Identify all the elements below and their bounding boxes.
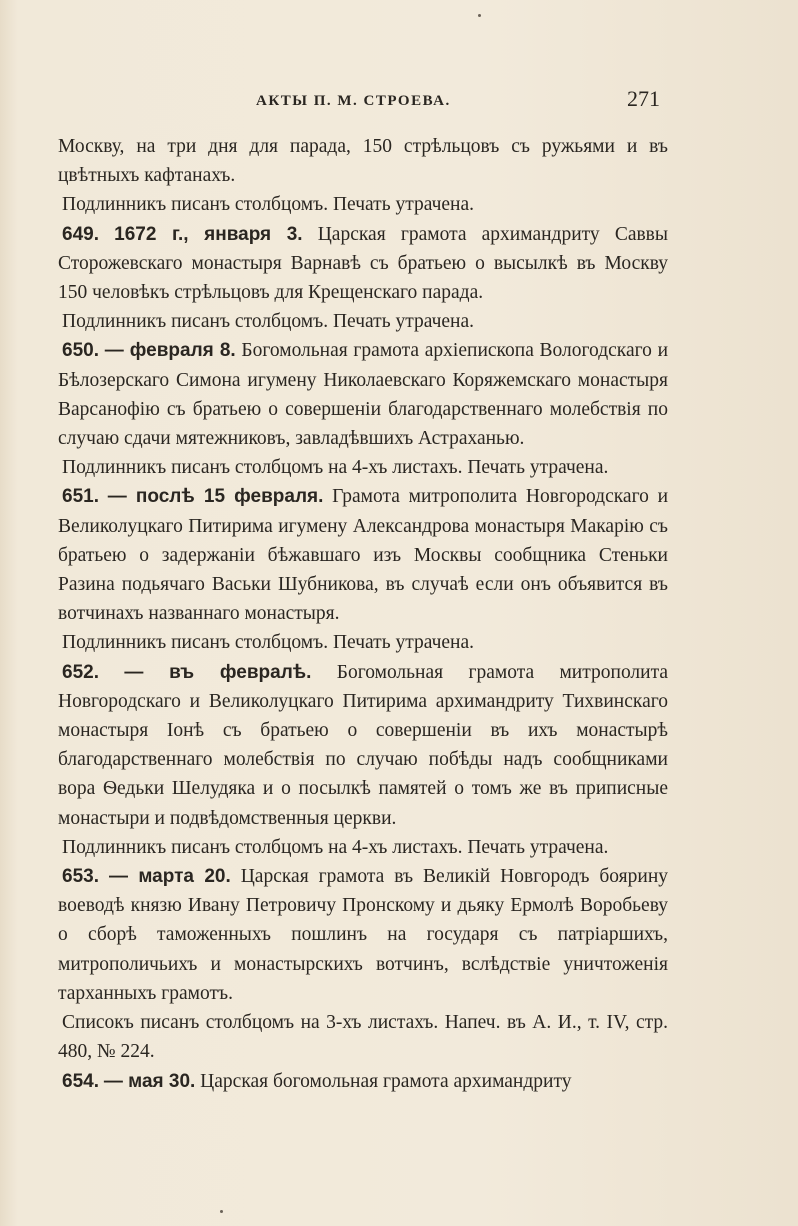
entry-number: 653. [62, 866, 99, 888]
entry-text: Грамота митрополита Новгородскаго и Великолуцкаго Питирима игумену Александрова монастыря Макарію съ братьею о задержаніи бѣжавшаго изъ Москвы сообщника Стеньки Разина подьячаго Васьки Шубникова, въ случаѣ если онъ объявится въ вотчинахъ названнаго монастыря. [58, 486, 669, 625]
entry-text: Богомольная грамота митрополита Новгородскаго и Великолуцкаго Питирима архимандриту Тихвинскаго монастыря Іонѣ съ братьею о совершеніи въ ихъ монастырѣ благодарственнаго молебствія по случаю побѣды надъ сообщниками вора Ѳедьки Шелудяка и о посылкѣ памятей о томъ же въ приписные монастыри и подвѣдомственныя церкви. [58, 661, 669, 829]
source-note [58, 833, 668, 862]
entry-date: — февраля 8. [104, 340, 236, 362]
entry-date: — въ февралѣ. [124, 661, 312, 683]
note-text: Подлинникъ писанъ столбцомъ на 4-хъ листахъ. Печать утрачена. [62, 457, 609, 479]
entry-text: Царская грамота въ Великій Новгородъ боярину воеводѣ князю Ивану Петровичу Пронскому и дьяку Ермолѣ Воробьеву о сборѣ таможенныхъ пошлинъ на государя съ патріаршихъ, митрополичьихъ и монастырскихъ вотчинъ, вслѣдствіе уничтоженія тарханныхъ грамотъ. [58, 866, 669, 1004]
paragraph-text: Москву, на три дня для парада, 150 стрѣльцовъ съ ружьями и въ цвѣтныхъ кафтанахъ. [58, 136, 668, 187]
entry-number: 650. [62, 340, 99, 362]
entry-text: Богомольная грамота архіепископа Вологодскаго и Бѣлозерскаго Симона игумену Николаевскаго Коряжемскаго монастыря Варсанофію съ братьею о совершеніи благодарственнаго молебствія по случаю сдачи мятежниковъ, завладѣвшихъ Астраханью. [58, 340, 669, 450]
note-text: Списокъ писанъ столбцомъ на 3-хъ листахъ. Напеч. въ А. И., т. IV, стр. 480, № 224. [58, 1012, 668, 1063]
entry-text: Царская богомольная грамота архимандриту [200, 1070, 572, 1092]
entry-number: 649. [62, 223, 99, 245]
entry-number: 651. [62, 486, 99, 508]
entry-654 [58, 1067, 668, 1096]
page-number: 271 [627, 86, 660, 111]
entry-number: 652. [62, 661, 99, 683]
note-text: Подлинникъ писанъ столбцомъ на 4-хъ листахъ. Печать утрачена. [62, 836, 609, 858]
source-note [58, 628, 668, 657]
entry-date: — послѣ 15 февраля. [107, 486, 324, 508]
paper-speck [220, 1210, 223, 1213]
entry-652 [58, 658, 668, 833]
paper-speck [478, 14, 481, 17]
entry-number: 654. [62, 1070, 99, 1092]
entry-653 [58, 862, 668, 1008]
running-head: АКТЫ П. М. СТРОЕВА. [256, 93, 451, 109]
entry-text: Царская грамота архимандриту Саввы Сторожевскаго монастыря Варнавѣ съ братьею о высылкѣ въ Москву 150 человѣкъ стрѣльцовъ для Крещенскаго парада. [58, 223, 668, 304]
source-note [58, 1008, 668, 1066]
source-note [58, 453, 668, 482]
entry-date: — марта 20. [108, 866, 231, 888]
entry-651 [58, 482, 668, 628]
page-body [58, 132, 668, 1096]
source-note [58, 307, 668, 336]
note-text: Подлинникъ писанъ столбцомъ. Печать утрачена. [62, 194, 475, 216]
source-note [58, 190, 668, 219]
page-header [56, 86, 670, 116]
note-text: Подлинникъ писанъ столбцомъ. Печать утрачена. [62, 311, 475, 333]
continuation-paragraph [58, 132, 668, 190]
entry-date: — мая 30. [103, 1070, 196, 1092]
entry-650 [58, 336, 668, 453]
entry-date: 1672 г., января 3. [114, 223, 303, 245]
note-text: Подлинникъ писанъ столбцомъ. Печать утрачена. [62, 632, 475, 654]
entry-649 [58, 220, 668, 308]
